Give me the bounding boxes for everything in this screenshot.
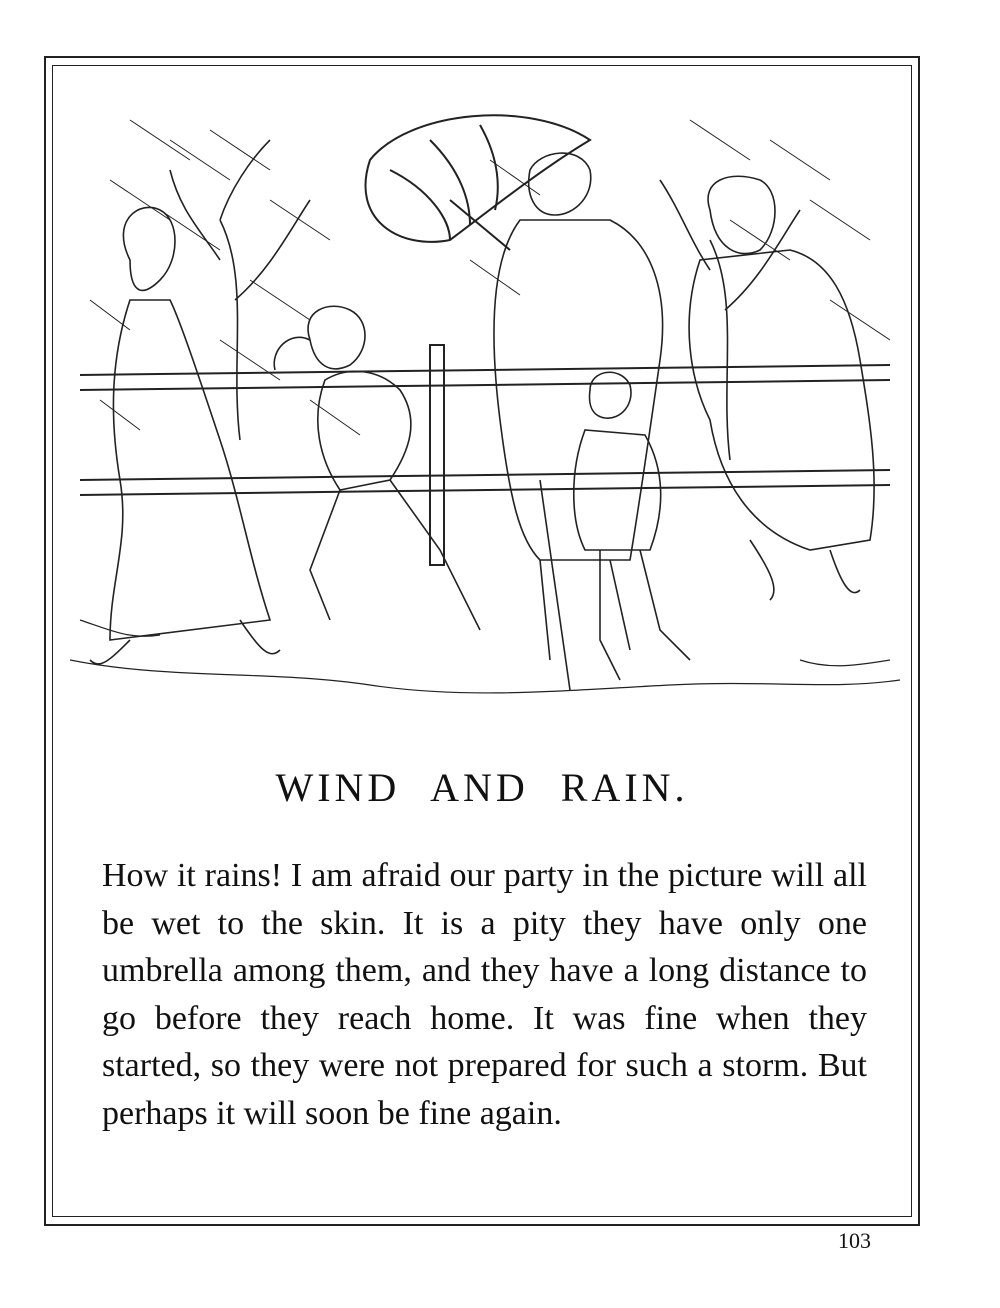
engraving-illustration [70,100,900,700]
wind-and-rain-illustration [70,100,900,700]
boy-left [274,306,480,630]
woman-left [90,207,280,663]
ground [70,620,900,693]
story-paragraph: How it rains! I am afraid our party in the picture will all be wet to the skin. It is a pity they have only one umbrella among them, and they have a long distance to go before they reach home. It was fine when they started, so they were not prepared for such a storm. But perhaps it will soon be fine again. [102,857,867,1132]
fence [80,345,890,565]
man-center [494,153,663,690]
child-center [574,372,690,680]
page-title: WIND AND RAIN. [275,765,689,810]
umbrella [365,115,590,250]
page-number: 103 [838,1228,871,1253]
